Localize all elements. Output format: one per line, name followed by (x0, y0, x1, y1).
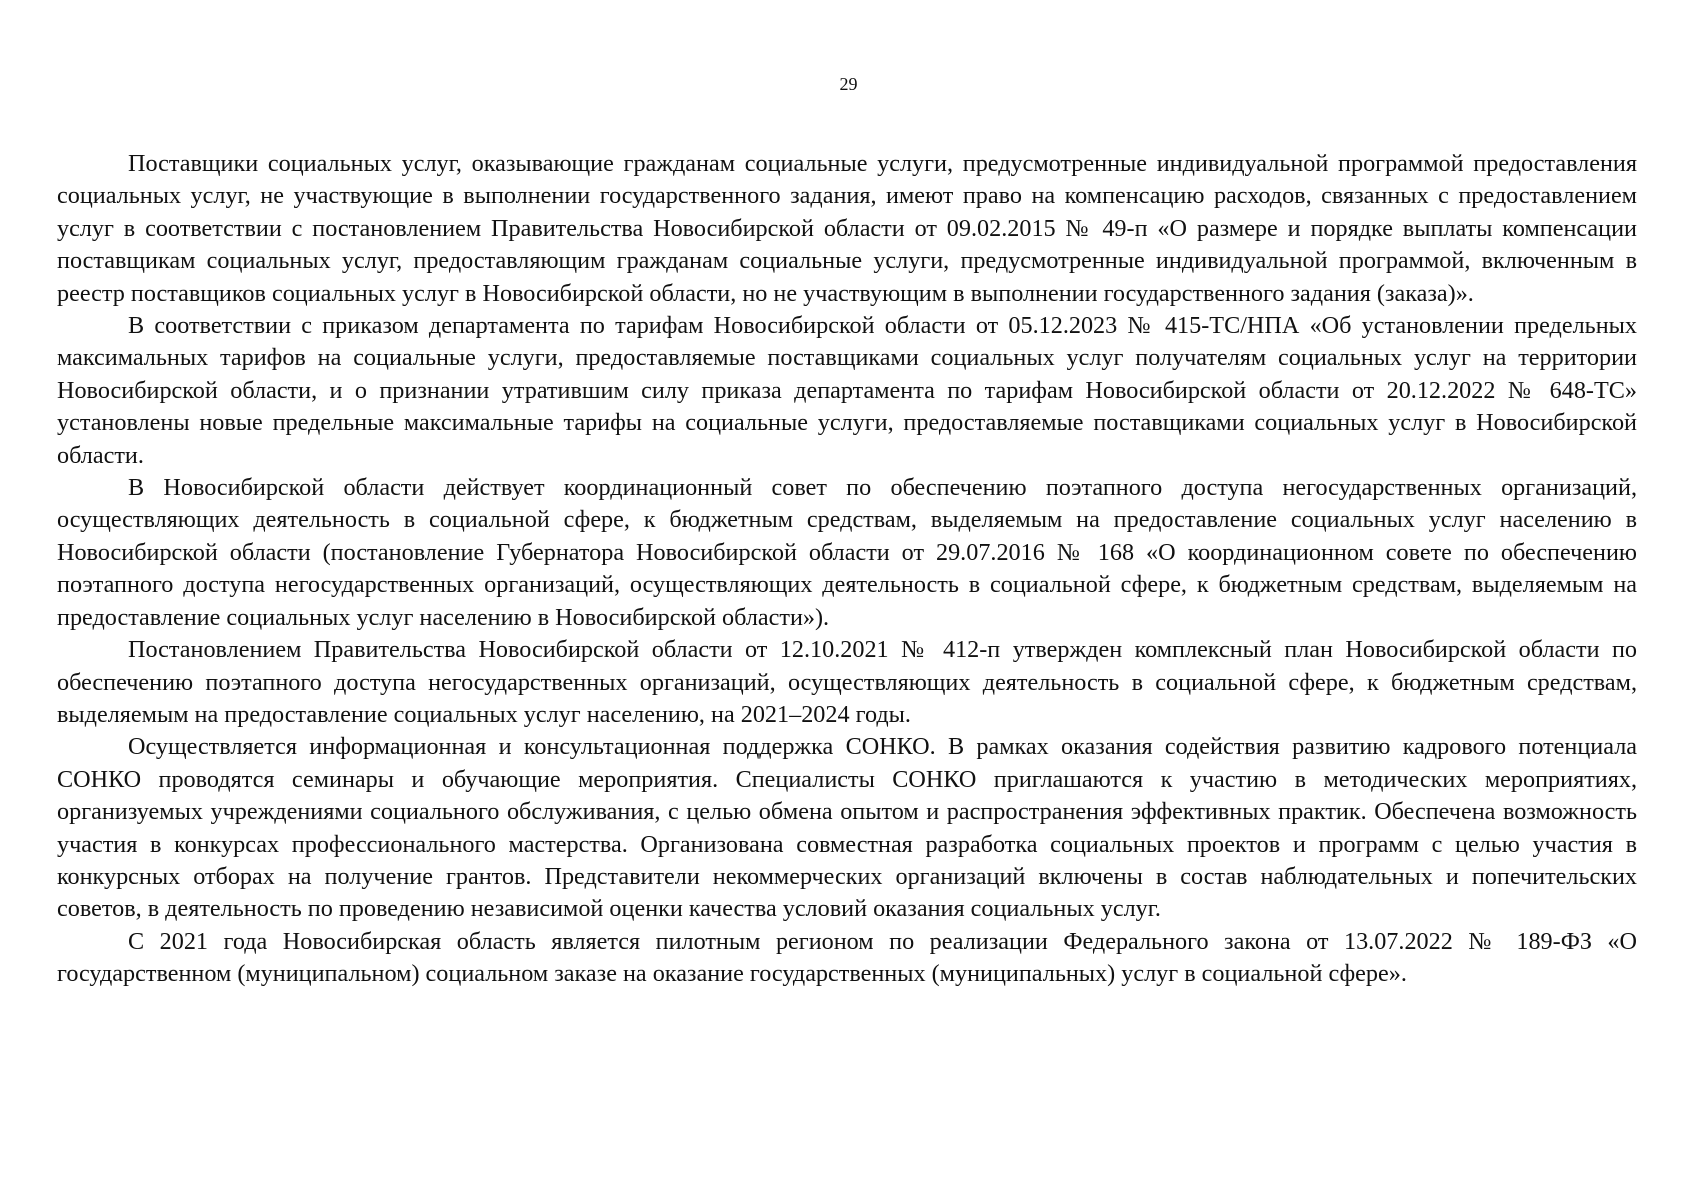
paragraph-tariffs: В соответствии с приказом департамента по тарифам Новосибирской области от 05.12.2023 № 415-ТС/НПА «Об установлении предельных максимальных тарифов на социальные услуги, предоставляемые поставщиками социальных услуг получателям социальных услуг на территории Новосибирской области, и о признании утратившим силу приказа департамента по тарифам Новосибирской области от 20.12.2022 № 648-ТС» установлены новые предельные максимальные тарифы на социальные услуги, предоставляемые поставщиками социальных услуг в Новосибирской области. (57, 312, 1637, 469)
paragraph-coordination-council: В Новосибирской области действует координационный совет по обеспечению поэтапного доступа негосударственных организаций, осуществляющих деятельность в социальной сфере, к бюджетным средствам, выделяемым на предоставление социальных услуг населению в Новосибирской области (постановление Губернатора Новосибирской области от 29.07.2016 № 168 «О координационном совете по обеспечению поэтапного доступа негосударственных организаций, осуществляющих деятельность в социальной сфере, к бюджетным средствам, выделяемым на предоставление социальных услуг населению в Новосибирской области»). (57, 474, 1637, 631)
paragraph-sonko-support: Осуществляется информационная и консультационная поддержка СОНКО. В рамках оказания содействия развитию кадрового потенциала СОНКО проводятся семинары и обучающие мероприятия. Специалисты СОНКО приглашаются к участию в методических мероприятиях, организуемых учреждениями социального обслуживания, с целью обмена опытом и распространения эффективных практик. Обеспечена возможность участия в конкурсах профессионального мастерства. Организована совместная разработка социальных проектов и программ с целью участия в конкурсных отборах на получение грантов. Представители некоммерческих организаций включены в состав наблюдательных и попечительских советов, в деятельность по проведению независимой оценки качества условий оказания социальных услуг. (57, 733, 1637, 923)
paragraph-compensation: Поставщики социальных услуг, оказывающие гражданам социальные услуги, предусмотренные индивидуальной программой предоставления социальных услуг, не участвующие в выполнении государственного задания, имеют право на компенсацию расходов, связанных с предоставлением услуг в соответствии с постановлением Правительства Новосибирской области от 09.02.2015 № 49-п «О размере и порядке выплаты компенсации поставщикам социальных услуг, предоставляющим гражданам социальные услуги, предусмотренные индивидуальной программой, включенным в реестр поставщиков социальных услуг в Новосибирской области, но не участвующим в выполнении государственного задания (заказа)». (57, 150, 1637, 307)
document-body (57, 148, 1637, 991)
paragraph-pilot-region: С 2021 года Новосибирская область является пилотным регионом по реализации Федерального закона от 13.07.2022 № 189-ФЗ «О государственном (муниципальном) социальном заказе на оказание государственных (муниципальных) услуг в социальной сфере». (57, 927, 1637, 988)
page-number: 29 (839, 74, 858, 94)
paragraph-comprehensive-plan: Постановлением Правительства Новосибирской области от 12.10.2021 № 412-п утвержден комплексный план Новосибирской области по обеспечению поэтапного доступа негосударственных организаций, осуществляющих деятельность в социальной сфере, к бюджетным средствам, выделяемым на предоставление социальных услуг населению, на 2021–2024 годы. (57, 636, 1637, 728)
